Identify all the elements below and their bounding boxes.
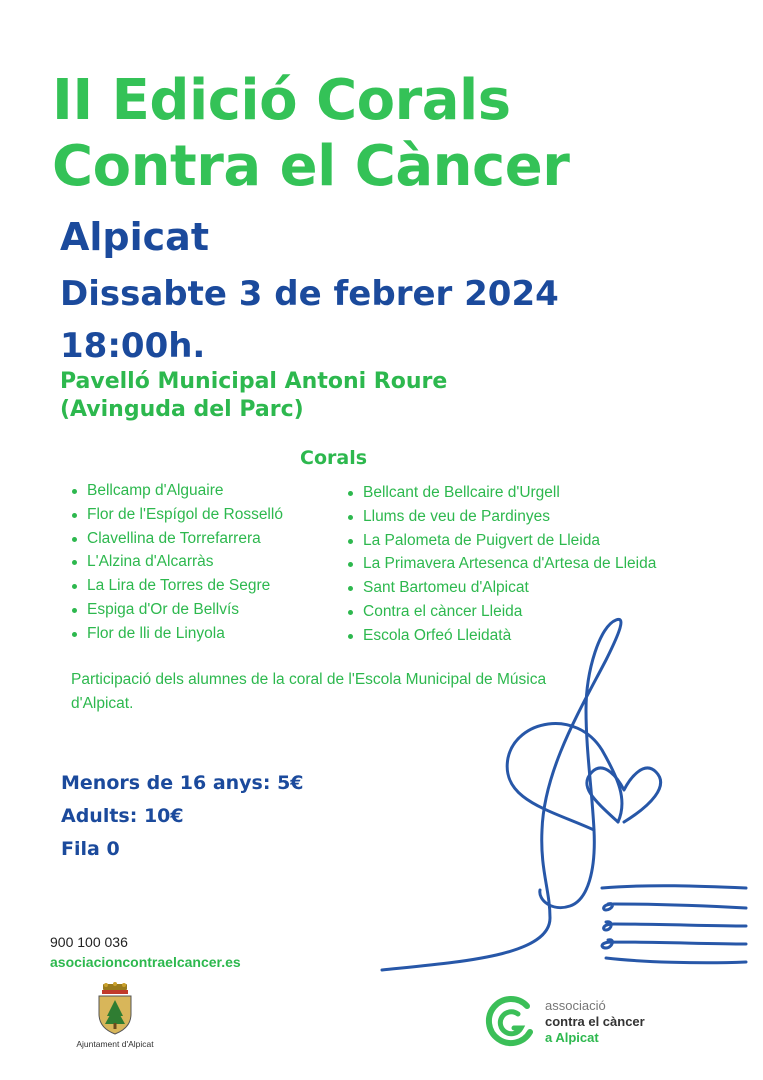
corals-heading: Corals: [300, 447, 368, 469]
coral-item: L'Alzina d'Alcarràs: [70, 550, 283, 574]
coral-item: Llums de veu de Pardinyes: [346, 505, 656, 529]
coral-item: Bellcamp d'Alguaire: [70, 479, 283, 503]
event-title: [52, 68, 732, 200]
coral-item: Bellcant de Bellcaire d'Urgell: [346, 481, 656, 505]
venue-name: Pavelló Municipal Antoni Roure: [60, 369, 448, 394]
coral-item: Sant Bartomeu d'Alpicat: [346, 576, 656, 600]
contact-info: [50, 932, 241, 972]
contact-phone[interactable]: 900 100 036: [50, 934, 128, 950]
price-adults: Adults: 10€: [61, 805, 184, 827]
event-title-line-1: II Edició Corals: [52, 68, 511, 133]
coral-item: Contra el càncer Lleida: [346, 600, 656, 624]
contact-website-link[interactable]: asociacioncontraelcancer.es: [50, 954, 241, 970]
aecc-line-3: a Alpicat: [545, 1030, 599, 1045]
event-time: 18:00h.: [60, 326, 206, 366]
price-fila-zero: Fila 0: [61, 838, 120, 860]
aecc-name: [545, 998, 645, 1046]
coral-item: La Primavera Artesenca d'Artesa de Lleida: [346, 552, 656, 576]
ajuntament-label: Ajuntament d'Alpicat: [76, 1039, 154, 1049]
coral-item: Escola Orfeó Lleidatà: [346, 624, 656, 648]
venue-address: (Avinguda del Parc): [60, 397, 304, 422]
event-venue: [60, 368, 447, 424]
coral-item: La Palometa de Puigvert de Lleida: [346, 529, 656, 553]
participation-note: Participació dels alumnes de la coral de l'Escola Municipal de Música d'Alpicat.: [71, 671, 547, 712]
aecc-line-1: associació: [545, 998, 606, 1013]
aecc-logo-icon: [484, 996, 536, 1048]
ajuntament-logo: [70, 982, 160, 1049]
coral-item: Flor de l'Espígol de Rosselló: [70, 503, 283, 527]
aecc-line-2: contra el càncer: [545, 1014, 645, 1029]
coral-item: Espiga d'Or de Bellvís: [70, 598, 283, 622]
coral-item: La Lira de Torres de Segre: [70, 574, 283, 598]
price-minors: Menors de 16 anys: 5€: [61, 772, 304, 794]
treble-clef-heart-icon: [380, 600, 763, 980]
ticket-prices: [61, 768, 304, 867]
ajuntament-coat-of-arms-icon: [94, 982, 136, 1036]
event-date: Dissabte 3 de febrer 2024: [60, 274, 559, 314]
aecc-logo: [484, 996, 734, 1052]
corals-list-left: [70, 479, 283, 646]
coral-item: Clavellina de Torrefarrera: [70, 527, 283, 551]
event-title-line-2: Contra el Càncer: [52, 134, 570, 199]
event-town: Alpicat: [60, 215, 209, 259]
coral-item: Flor de lli de Linyola: [70, 622, 283, 646]
